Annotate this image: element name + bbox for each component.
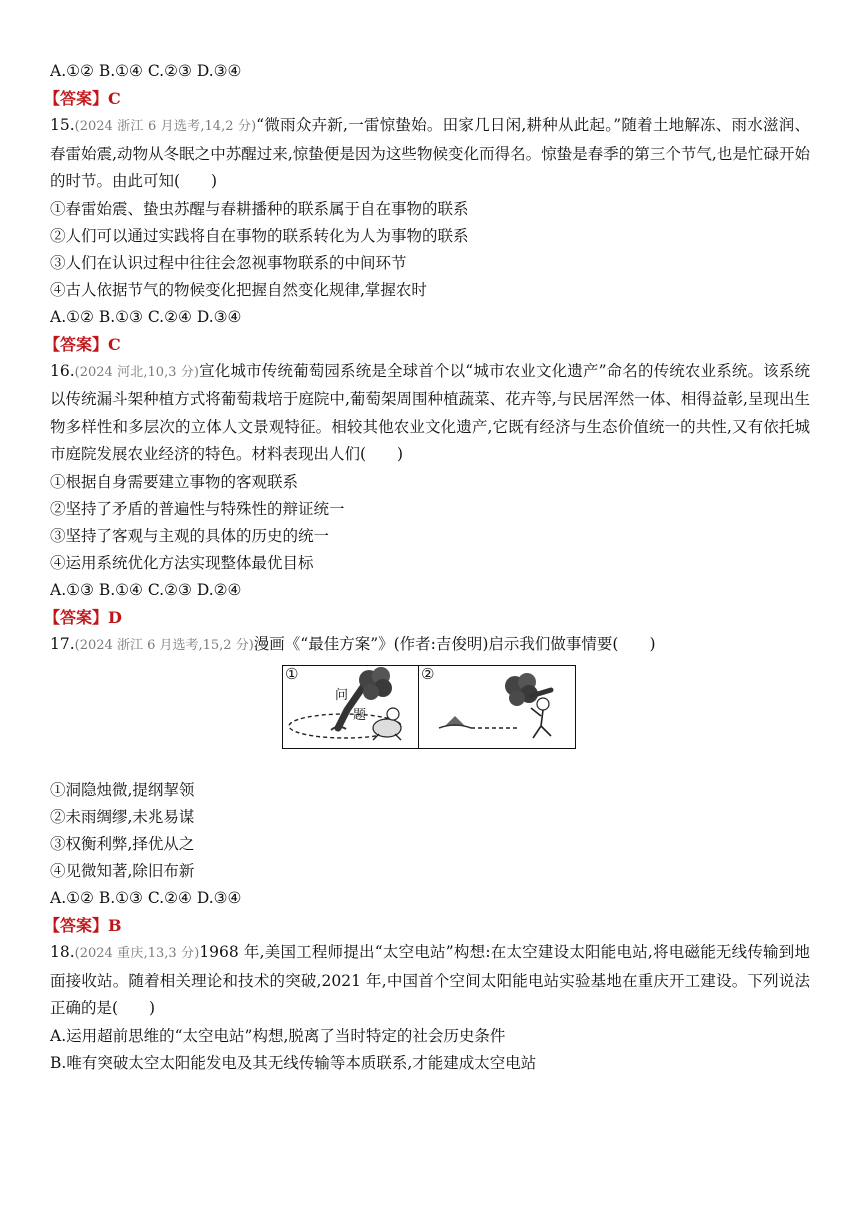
- answer-value: B: [108, 916, 122, 935]
- cartoon-panel-2: [419, 666, 575, 748]
- text-line: ④运用系统优化方法实现整体最优目标: [50, 553, 314, 572]
- question-number: 15.: [50, 116, 75, 134]
- question-stem: [50, 939, 810, 1023]
- text-line: A.①② B.①③ C.②④ D.③④: [50, 307, 242, 326]
- question-stem: [50, 631, 810, 660]
- text-line: ①根据自身需要建立事物的客观联系: [50, 472, 299, 491]
- cartoon-scene-1: [283, 666, 417, 748]
- question-source: (2024 浙江 6 月选考,15,2 分): [74, 637, 254, 653]
- question-number: 17.: [50, 634, 75, 653]
- answer-row: [44, 604, 810, 631]
- text-line: ②坚持了矛盾的普遍性与特殊性的辩证统一: [50, 499, 345, 518]
- panel-number: ①: [285, 665, 299, 683]
- text-line: A.①② B.①③ C.②④ D.③④: [50, 889, 242, 907]
- answer-value: C: [108, 89, 121, 108]
- cartoon-scene-2: [419, 666, 575, 748]
- question-stem: [50, 112, 810, 196]
- answer-label: 【答案】: [44, 89, 109, 108]
- question-text: 漫画《“最佳方案”》(作者:吉俊明)启示我们做事情要( ): [253, 634, 656, 653]
- question-stem: [50, 358, 810, 469]
- question-text: 宣化城市传统葡萄园系统是全球首个以“城市农业文化遗产”命名的传统农业系统。该系统以传统漏斗架种植方式将葡萄栽培于庭院中,葡萄架周围种植蔬菜、花卉等,与民居浑然一体、相得益彰,呈现出生物多样性和多层次的立体人文景观特征。相较其他农业文化遗产,它既有经济与生态价值统一的共性,又有依托城市庭院发展农业经济的特色。材料表现出人们( ): [50, 361, 810, 463]
- panel-number: ②: [421, 665, 435, 683]
- text-line: A.运用超前思维的“太空电站”构想,脱离了当时特定的社会历史条件: [50, 1026, 506, 1045]
- answer-value: C: [108, 334, 121, 354]
- text-line: ①洞隐烛微,提纲挈领: [50, 781, 195, 799]
- question-number: 18.: [50, 943, 75, 961]
- text-line: A.①② B.①④ C.②③ D.③④: [50, 62, 242, 80]
- question-source: (2024 浙江 6 月选考,14,2 分): [74, 119, 257, 134]
- document-page: [44, 58, 810, 1077]
- text-line: B.唯有突破太空太阳能发电及其无线传输等本质联系,才能建成太空电站: [50, 1053, 537, 1072]
- text-line: ①春雷始震、蛰虫苏醒与春耕播种的联系属于自在事物的联系: [50, 199, 469, 218]
- text-line: ②人们可以通过实践将自在事物的联系转化为人为事物的联系: [50, 226, 469, 245]
- cartoon-figure: [282, 665, 576, 749]
- question-text: 1968 年,美国工程师提出“太空电站”构想:在太空建设太阳能电站,将电磁能无线传输到地面接收站。随着相关理论和技术的突破,2021 年,中国首个空间太阳能电站实验基地在重庆开工建设。下列说法正确的是( ): [50, 943, 810, 1017]
- answer-row: [44, 85, 810, 112]
- text-line: ③人们在认识过程中往往会忽视事物联系的中间环节: [50, 253, 407, 272]
- answer-row: [44, 912, 810, 939]
- text-line: ②未雨绸缪,未兆易谋: [50, 808, 195, 826]
- answer-value: D: [108, 607, 122, 627]
- question-number: 16.: [50, 361, 75, 380]
- text-line: ③权衡利弊,择优从之: [50, 835, 195, 853]
- question-text: “微雨众卉新,一雷惊蛰始。田家几日闲,耕种从此起。”随着土地解冻、雨水滋润、春雷始震,动物从冬眠之中苏醒过来,惊蛰便是因为这些物候变化而得名。惊蛰是春季的第三个节气,也是忙碌开始的时节。由此可知( ): [50, 116, 810, 190]
- answer-label: 【答案】: [44, 607, 109, 627]
- text-line: A.①③ B.①④ C.②③ D.②④: [50, 580, 242, 599]
- text-line: ④古人依据节气的物候变化把握自然变化规律,掌握农时: [50, 280, 427, 299]
- text-line: ③坚持了客观与主观的具体的历史的统一: [50, 526, 330, 545]
- answer-row: [44, 331, 810, 358]
- cartoon-word-2: 题: [353, 708, 367, 723]
- question-source: (2024 重庆,13,3 分): [74, 946, 200, 961]
- cartoon-word-1: 问: [335, 688, 349, 703]
- text-line: ④见微知著,除旧布新: [50, 862, 195, 880]
- answer-label: 【答案】: [44, 334, 109, 354]
- cartoon-figure-wrap: [50, 665, 810, 769]
- cartoon-panel-1: [283, 666, 419, 748]
- question-source: (2024 河北,10,3 分): [74, 364, 199, 380]
- answer-label: 【答案】: [44, 916, 109, 935]
